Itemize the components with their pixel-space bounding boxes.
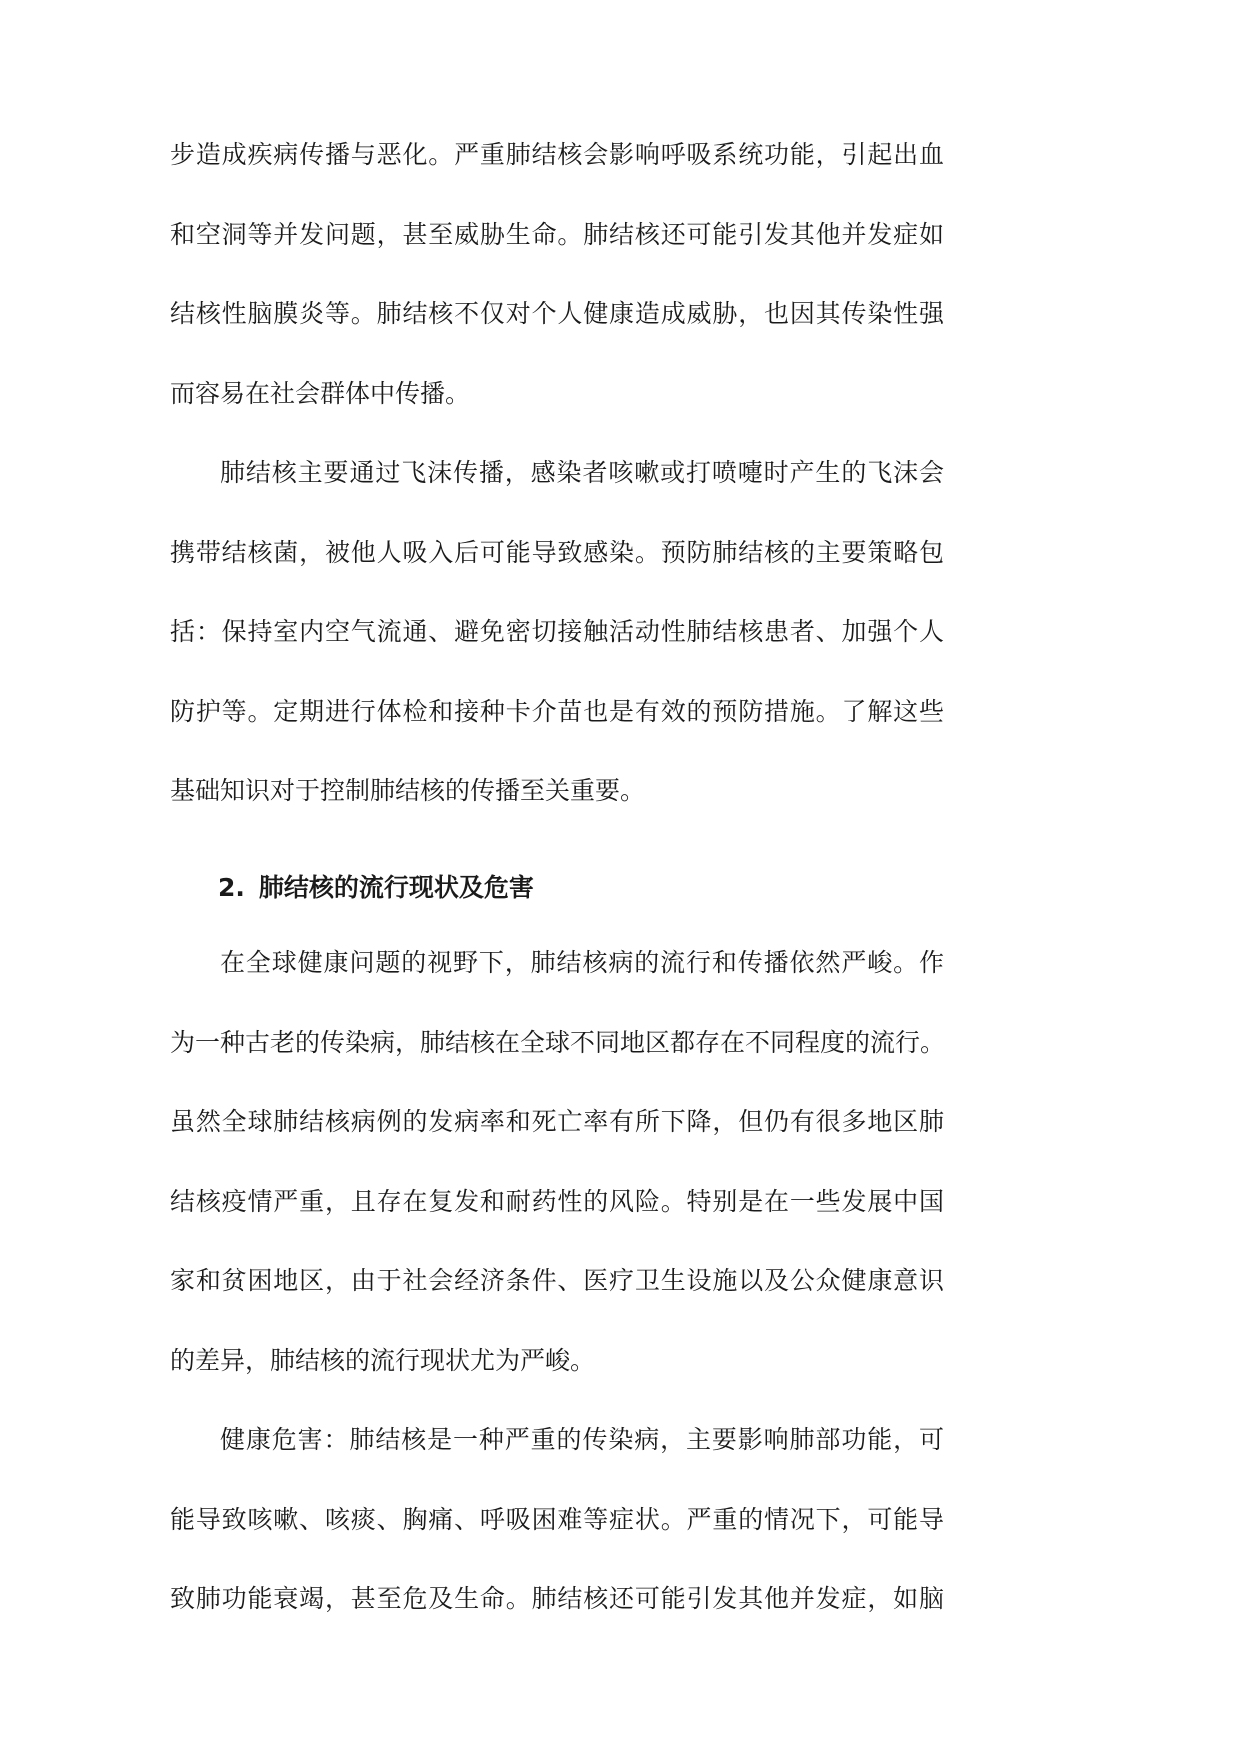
paragraph-line: 携带结核菌，被他人吸入后可能导致感染。预防肺结核的主要策略包 [170, 537, 944, 567]
paragraph-line: 而容易在社会群体中传播。 [170, 378, 471, 408]
paragraph-line: 家和贫困地区，由于社会经济条件、医疗卫生设施以及公众健康意识 [170, 1266, 944, 1295]
paragraph-line: 在全球健康问题的视野下，肺结核病的流行和传播依然严峻。作 [220, 948, 944, 977]
section-heading [170, 848, 944, 928]
paragraph-line: 致肺功能衰竭，甚至危及生命。肺结核还可能引发其他并发症，如脑 [170, 1584, 944, 1613]
paragraph [170, 433, 944, 831]
section-title: 肺结核的流行现状及危害 [258, 872, 534, 902]
paragraph-line: 括：保持室内空气流通、避免密切接触活动性肺结核患者、加强个人 [170, 617, 944, 646]
paragraph-line: 步造成疾病传播与恶化。严重肺结核会影响呼吸系统功能，引起出血 [170, 140, 944, 169]
section-number: 2. [218, 872, 245, 902]
paragraph-line: 结核疫情严重，且存在复发和耐药性的风险。特别是在一些发展中国 [170, 1186, 944, 1216]
paragraph-line: 基础知识对于控制肺结核的传播至关重要。 [170, 776, 646, 805]
document-body [170, 115, 944, 1639]
paragraph-line: 虽然全球肺结核病例的发病率和死亡率有所下降，但仍有很多地区肺 [170, 1107, 944, 1136]
paragraph [170, 115, 944, 433]
paragraph-line: 的差异，肺结核的流行现状尤为严峻。 [170, 1345, 596, 1375]
paragraph-line: 能导致咳嗽、咳痰、胸痛、呼吸困难等症状。严重的情况下，可能导 [170, 1504, 944, 1534]
paragraph-line: 和空洞等并发问题，甚至威胁生命。肺结核还可能引发其他并发症如 [170, 219, 944, 249]
paragraph-line: 防护等。定期进行体检和接种卡介苗也是有效的预防措施。了解这些 [170, 696, 944, 726]
paragraph [170, 923, 944, 1400]
paragraph-line: 结核性脑膜炎等。肺结核不仅对个人健康造成威胁，也因其传染性强 [170, 299, 944, 328]
paragraph-line: 肺结核主要通过飞沫传播，感染者咳嗽或打喷嚏时产生的飞沫会 [220, 458, 944, 487]
paragraph [170, 1400, 944, 1639]
paragraph-line: 健康危害：肺结核是一种严重的传染病，主要影响肺部功能，可 [220, 1425, 944, 1454]
paragraph-line: 为一种古老的传染病，肺结核在全球不同地区都存在不同程度的流行。 [170, 1027, 946, 1057]
